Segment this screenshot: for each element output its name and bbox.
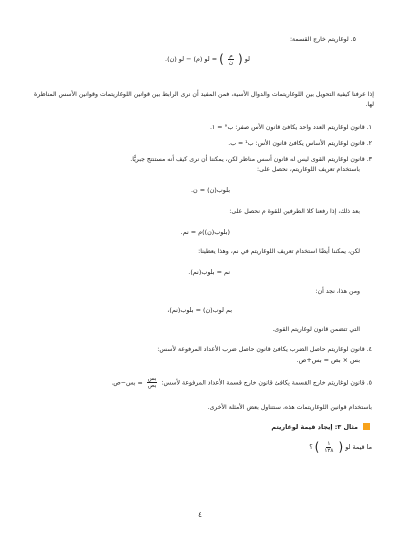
- closing-text: باستخدام قوانين اللوغاريتمات هذه، سنتناول بعض الأمثلة الأخرى.: [207, 404, 372, 411]
- law5-row: [0, 376, 372, 389]
- example-frac-top: ١: [327, 440, 331, 447]
- law3-text: قانون لوغاريتم القوى ليس له قانون أسس مناظر لكن، يمكننا أن نرى كيف أنه مستنتج جبريًّا.: [130, 156, 365, 163]
- item5-log: لو: [244, 55, 250, 63]
- law5-fraction: [147, 376, 158, 389]
- intro-paragraph: إذا عرفنا كيفية التحويل بين اللوغاريتمات والدوال الأسية، فمن المفيد أن نرى الرابط بين قوانين اللوغاريتمات وقوانين الأسس المناظرة لها.: [34, 91, 374, 108]
- item5-fraction: [228, 53, 234, 66]
- item5-text: لوغاريتم خارج القسمة:: [289, 36, 349, 43]
- derivation-eq1: بلوب(ن) = ن.: [190, 186, 230, 194]
- law4-number: ٤.: [366, 346, 372, 353]
- example-frac-bottom: ١٢٨: [324, 447, 334, 454]
- page-number: ٤: [198, 511, 202, 519]
- law2-row: [0, 140, 372, 148]
- example-question-prefix: ما قيمة لو: [345, 443, 372, 451]
- item5-rhs: = لو (م) − لو (ن).: [165, 55, 218, 63]
- example-marker: [363, 423, 370, 430]
- item5-formula: [165, 52, 250, 66]
- law3-continuation: باستخدام تعريف اللوغاريتم، نحصل على:: [257, 166, 360, 173]
- example-fraction: [323, 441, 334, 454]
- derivation-text2: لكن، يمكننا أيضًا استخدام تعريف اللوغاريتم في نم، وهذا يعطينا:: [198, 248, 360, 255]
- law3-row: [0, 156, 372, 164]
- law4-row: [0, 346, 372, 354]
- item5-paren-open: (: [238, 52, 243, 66]
- example-question: [309, 440, 372, 454]
- law5-text: قانون لوغاريتم خارج القسمة يكافئ قانون خارج قسمة الأعداد المرفوعة لأسس:: [161, 379, 365, 387]
- law3-number: ٣.: [366, 156, 372, 163]
- law5-frac-bottom: بص: [147, 383, 157, 389]
- derivation-text4: التي تتضمن قانون لوغاريتم القوى.: [272, 326, 360, 333]
- item5-number: ٥.: [350, 36, 356, 43]
- law5-number: ٥.: [366, 379, 372, 387]
- item5-row: [0, 36, 356, 44]
- law1-text: قانون لوغاريتم العدد واحد يكافئ قانون الأس صفر: ب° = ١.: [209, 124, 365, 131]
- example-question-suffix: ؟: [309, 443, 313, 451]
- law1-row: [0, 124, 372, 132]
- example-paren-close: ): [314, 440, 320, 454]
- law1-number: ١.: [366, 124, 372, 131]
- item5-frac-bottom: ن: [228, 59, 233, 66]
- law2-number: ٢.: [366, 140, 372, 147]
- example-paren-open: (: [338, 440, 344, 454]
- derivation-text1: بعد ذلك، إذا رفعنا كلا الطرفين للقوة م نحصل على:: [229, 208, 360, 215]
- item5-frac-top: م: [229, 52, 233, 59]
- derivation-eq2: (بلوب(ن))م = نم.: [180, 228, 230, 236]
- derivation-text3: ومن هذا، نجد أن:: [315, 288, 360, 295]
- law4-text: قانون لوغاريتم حاصل الضرب يكافئ قانون حاصل ضرب الأعداد المرفوعة لأسس:: [157, 346, 365, 353]
- law5-rhs: = بس−ص.: [111, 379, 143, 387]
- law5-frac-top: بس: [147, 376, 157, 382]
- law4-formula: بس × بص = بس+ص.: [296, 356, 360, 364]
- derivation-eq4: بم لوب(ن) = بلوب(نم)،: [167, 306, 232, 314]
- item5-paren-close: ): [219, 52, 224, 66]
- law2-text: قانون لوغاريتم الأساس يكافئ قانون الأس: ب¹ = ب.: [228, 140, 365, 147]
- derivation-eq3: نم = بلوب(نم).: [188, 268, 230, 276]
- example-title: مثال ٣: إيجاد قيمة لوغاريتم: [271, 423, 358, 431]
